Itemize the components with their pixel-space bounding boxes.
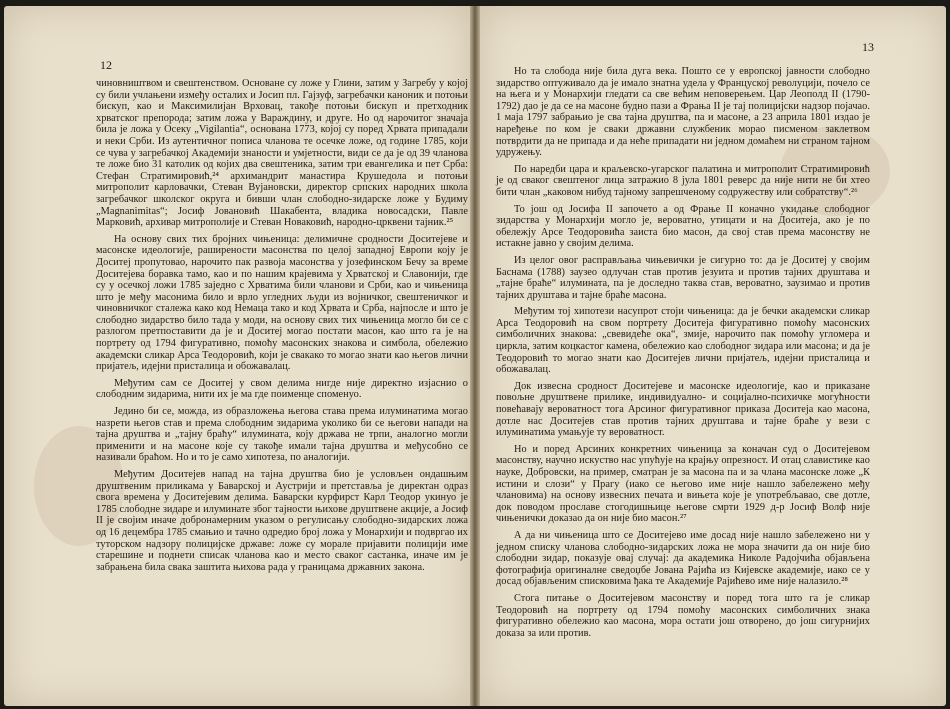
left-page — [4, 6, 470, 706]
paragraph: Међутим сам се Доситеј у свом делима нигде није директно изјаснио о слободним зидарима, нити их је ма где поименце споменуо. — [96, 377, 468, 401]
body-text — [496, 66, 870, 644]
paragraph: На основу свих тих бројних чињеница: делимичне сродности Доситејеве и масонске идеологије, раширености масонства по целој западној Европи коју је Доситеј пропутовао, нарочито пак развоја масонства у јозефинском Бечу за време Доситејева боравка тамо, као и по нашим крајевима у Хрватској и Славонији, где су у осечкој ложи 1785 заједно с Хрватима били чланови и Срби, као и чињеница што је међу масонима било и врло угледних људи из војничког, свештеничког и чиновничког сталежа како код Немаца тако и код Хрвата и Срба, најпосле и што је слободно зидарство било тада у моди, на основу свих тих чињеница могло би се с разлогом претпоставити да је и Доситеј могао постати масон, као што га је на портрету од 1794 фигуративно, помоћу масонских знакова и симбола, обележио академски сликар Арса Теодоровић, који је свакако то могао знати као његов лични пријатељ, идејни присталица и обожавалац. — [96, 233, 468, 373]
paragraph: Стога питање о Доситејевом масонству и поред тога што га је сликар Теодоровић на портрету од 1794 помоћу масонских симболичних знака фигуративно обележио као масона, мора остати још отворено, до још сигурнијих доказа за или против. — [496, 592, 870, 639]
paragraph: По наредби цара и краљевско-угарског палатина и митрополит Стратимировић је од сваког свештеног лица затражио 8 јула 1801 реверс да није нити не би хтео бити члан „каковом нибуд тајному запрешченому содружеству или собратству“.²⁶ — [496, 163, 870, 198]
paragraph: Међутим тој хипотези насупрот стоји чињеница: да је бечки академски сликар Арса Теодоровић на свом портрету Доситеја фигуративно помоћу масонских симболичних знакова: „свевидеће ока“, змије, нарочито пак помоћу угломера и циркла, затим коцкастог камена, обележио као слободног зидара или масона; и да је Теодоровић то могао знати као Доситејев лични пријатељ, идејни присталица и обожавалац. — [496, 306, 870, 376]
right-page — [480, 6, 946, 706]
paragraph: Међутим Доситејев напад на тајна друштва био је условљен ондашњим друштвеним приликама у Баварској и Аустрији и претставља је директан одраз свога времена у Доситејевим делима. Баварски курфирст Карл Теодор укинуо је 1785 слободне зидаре и илуминате због тајности њихове друштвене акције, а Јосиф II је својим иначе добронамерним указом о регулисању слободно-зидарских ложа од 16 децембра 1785 смањио и тачно одредио број ложа у Монархији и подвргао их туторском надзору полицијске државе: ложе су морале пријавити полицији име старешине и поднети списак чланова као и место сваког састанка, иначе им је забрањена била свака заштита њихова рада у границама државних закона. — [96, 469, 468, 573]
paragraph: Из целог овог расправљања чињевички је сигурно то: да је Доситеј у својим Баснама (1788) заузео одлучан став против језуита и против тајних друштава и „тајне браће“ илумината, па је доследно таква став, вероватно, заузимао и против тајних друштава и тајне браће масона. — [496, 254, 870, 301]
page-number: 13 — [862, 40, 874, 54]
body-text — [96, 78, 468, 578]
paragraph: Док извесна сродност Доситејеве и масонске идеологије, као и приказане повољне друштвене прилике, индивидуално- и социјално-психичке могућности повећавају вероватност тога Арсиног фигуративног приказа Доситеја као масона, дотле нас Доситејев став против тајних друштава и тајне браће у вези с илуминатима умањује ту вероватност. — [496, 380, 870, 439]
book-gutter — [470, 6, 480, 706]
page-number: 12 — [100, 58, 112, 72]
paragraph: Но та слобода није била дуга века. Пошто се у европској јавности слободно зидарство оптуживало да је имало знатна удела у Француској револуцији, почело се на њега и у Монархији гледати са све већим неповерењем. Цар Леополд II (1790-1792) дао је да се на масоне будно пази а Фрања II је тај полицијски надзор појачао. 1 маја 1797 забрањио је сва тајна друштва, па и масоне, а 23 априла 1801 издао је наређење по ком је сваки државни службеник морао писменом заклетвом потврдити да не припада и да неће припадати ни једном домаћем ни страном тајном удружењу. — [496, 66, 870, 159]
paragraph: То још од Јосифа II започето а од Фрање II коначно укидање слободног зидарства у Монархији могло је, вероватно, утицати и на Доситеја, ако је по обележју Арсе Теодоровића заиста био масон, да свој став према масонству не истакне јавно у својим делима. — [496, 203, 870, 250]
paragraph: чиновништвом и свештенством. Основане су ложе у Глини, затим у Загребу у којој су били учлањени између осталих и Јосип пл. Гајзуф, загребачки каноник и потоњи бискуп, као и Максимилијан Врховац, такође потоњи бискуп и претходник хрватског препорода; затим ложа у Вараждину, и друге. Но од нарочитог значаја била је ложа у Осеку „Vigilantia“, основана 1773, којој су поред Хрвата припадали и неки Срби. Из аутентичног пописа чланова те осечке ложе, од године 1785, који се чува у загребачкој Академији знаности и умјетности, види се да је од 39 чланова те ложе био 31 католик од којих два свештеника, затим три евангелика и пет Срба: Стефан Стратимировић,²⁴ архимандрит манастира Крушедола и потоњи митрополит карловачки, Стеван Вујановски, директор српских народних школа загребачког школског округа и бивши члан слободно-зидарске ложе у Будиму „Magnanimitas“; Јосиф Јовановић Шакабента, владика новосадски, Павле Марковић, архивар митрополије и Стеван Новаковић, народно-црквени тајник.²⁵ — [96, 78, 468, 229]
paragraph: Једино би се, можда, из образложења његова става према илуминатима могао назрети његов став и према слободним зидарима уколико би се његови напади на тајна друштва и „тајну браћу“ илумината, коју држава не трпи, аналогно могли применити и на масоне које су такође имали тајна друштва и међусобно се називали браћом. Но и то је само хипотеза, по аналогији. — [96, 406, 468, 464]
paragraph: А да ни чињеница што се Доситејево име досад није нашло забележено ни у једном списку чланова слободно-зидарских ложа не мора значити да он није био слободни зидар, показује овај случај: да академика Николе Радојчића објављена фотографија оригиналне сведоџбе Јована Рајића из Кијевске академије, иако се у досад објављеним списковима ђака те Академије Рајићево име није налазило.²⁸ — [496, 529, 870, 588]
paragraph: Но и поред Арсиних конкретних чињеница за коначан суд о Доситејевом масонству, научно искуство нас упућује на крајњу опрезност. И отац славистике као науке, Добровски, на пример, сматран је за масона па и за члана масонске ложе „К истини и слози“ у Прагу (иако се његово име није нашло забележено међу члановима) на основу извесних печата и вињета које је употребљавао, све дотле, док поводом прославе стогодишњице његове смрти 1929 д-р Јосиф Волф није чињенички доказао да он није био масон.²⁷ — [496, 443, 870, 525]
